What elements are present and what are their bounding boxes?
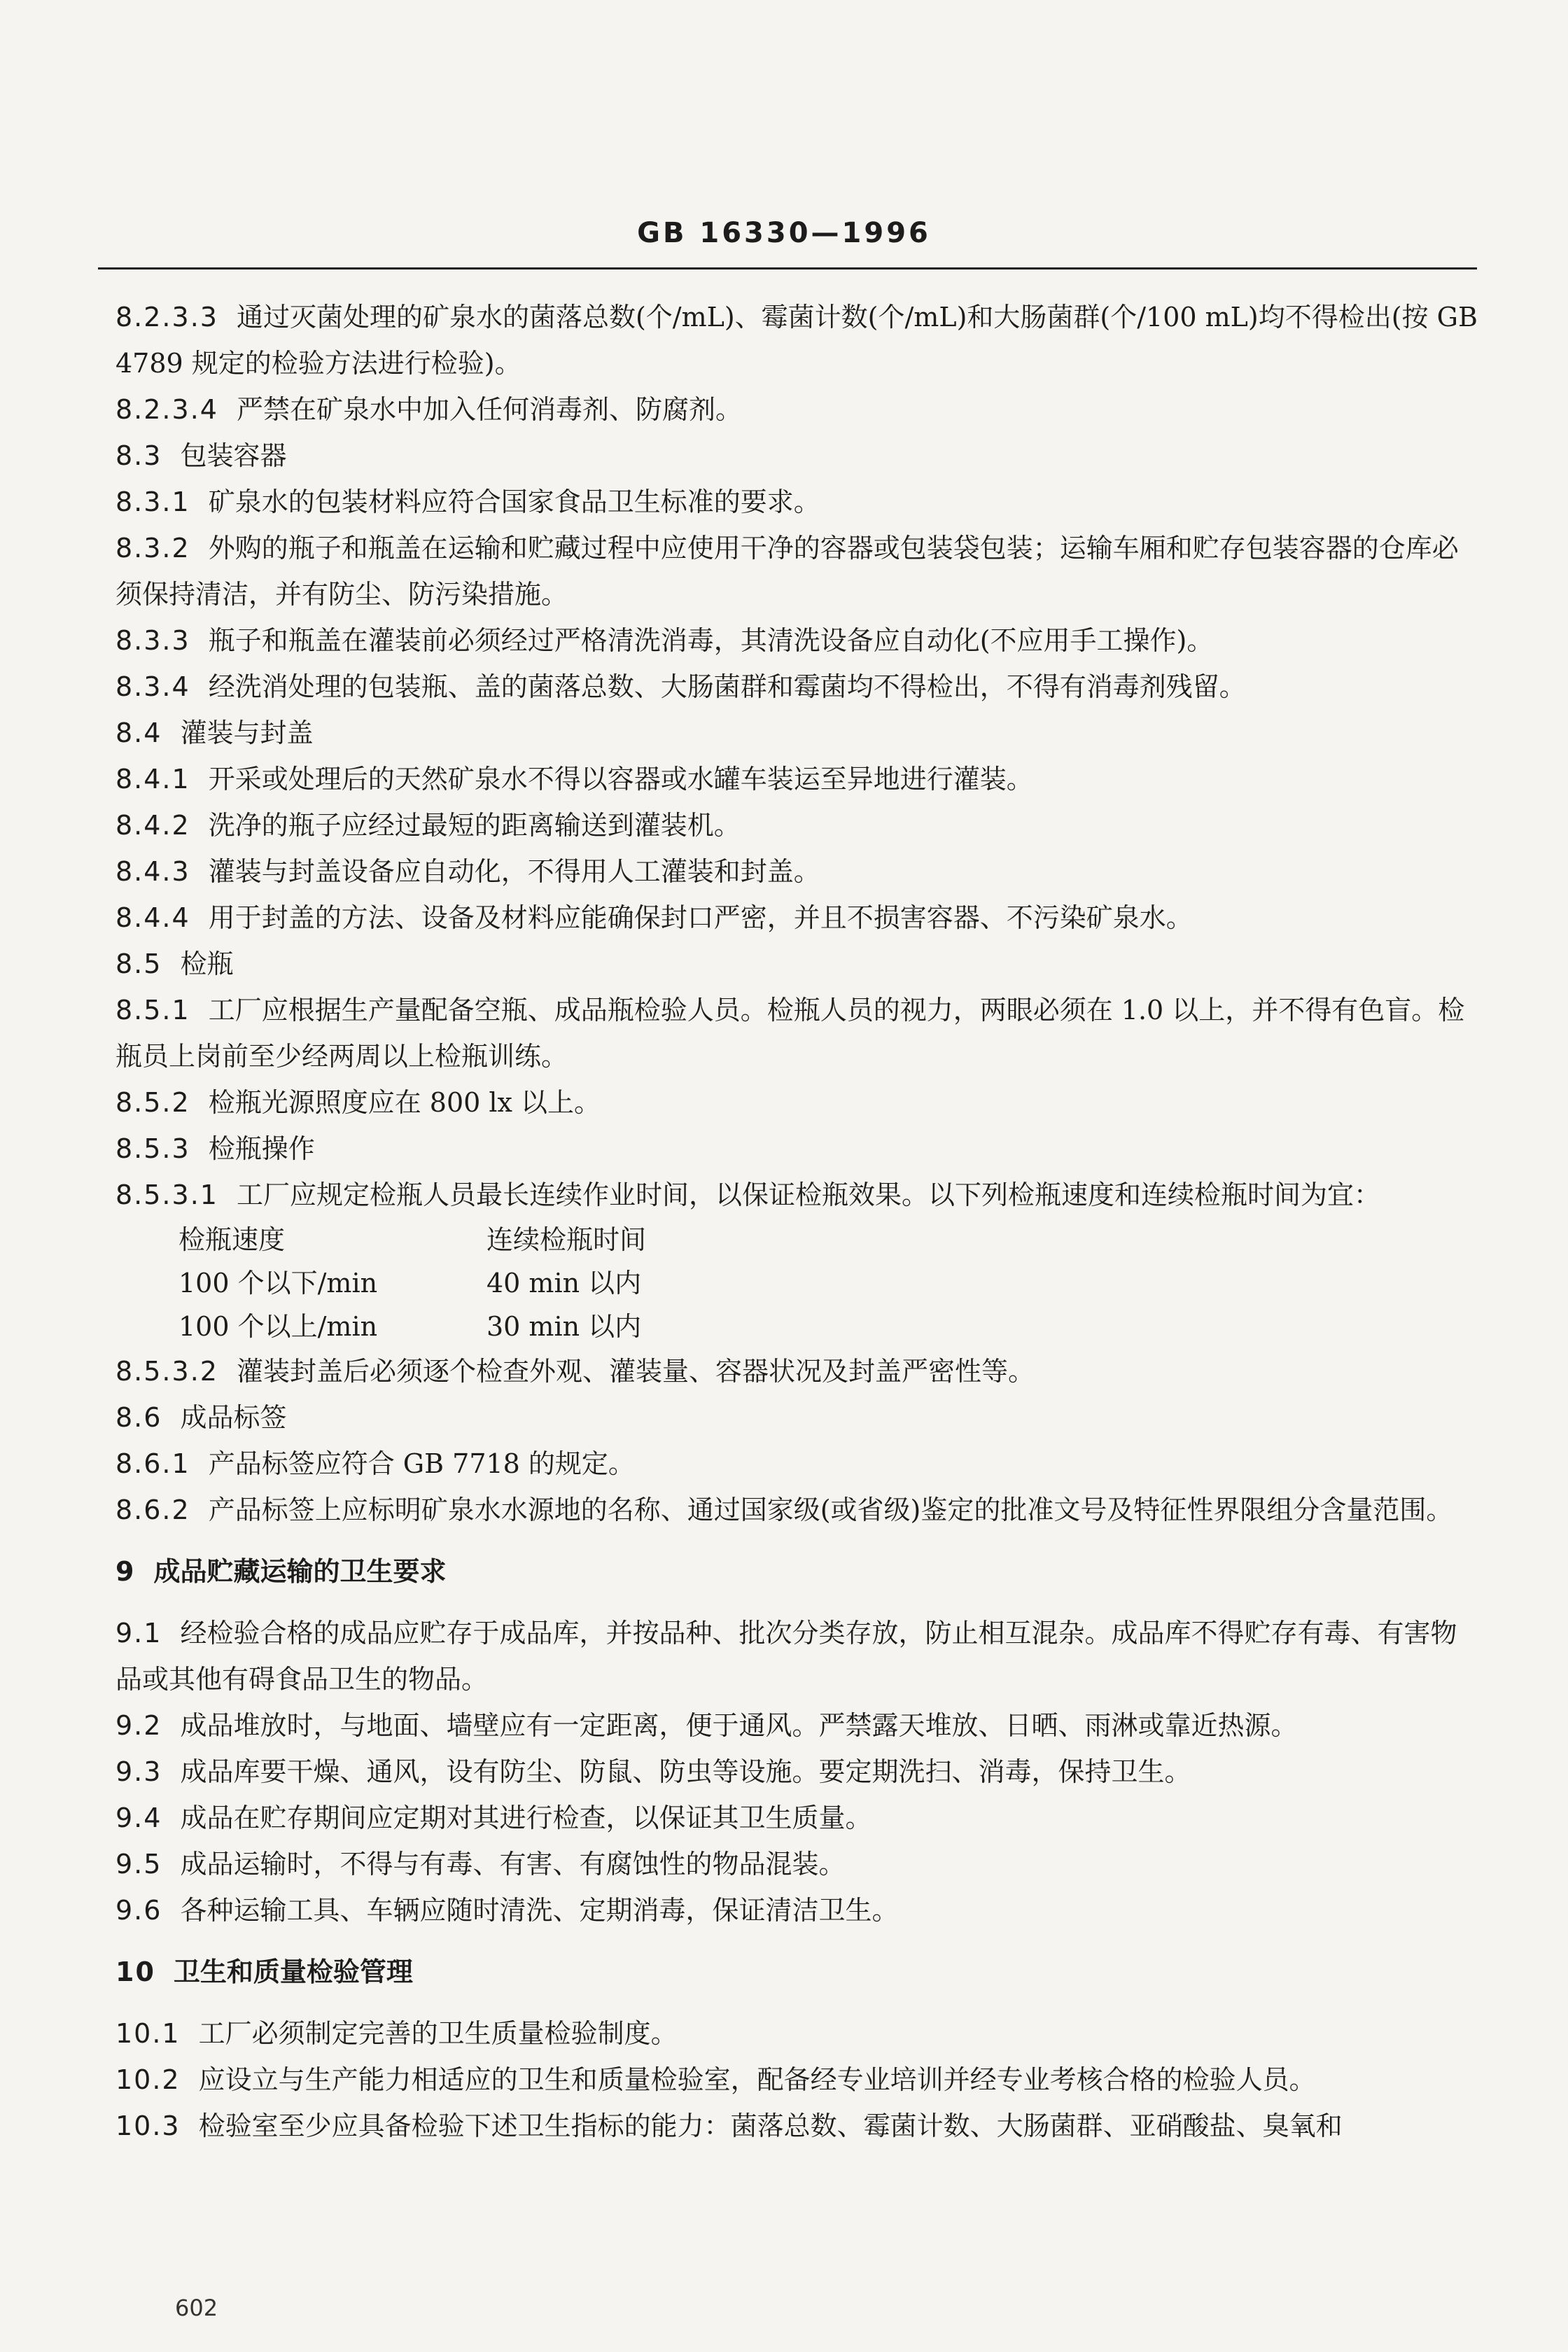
clause-text: 检瓶光源照度应在 800 lx 以上。: [208, 1087, 601, 1118]
clause-paragraph: [115, 987, 1480, 1079]
clause-number: 8.2.3.3: [115, 302, 218, 332]
clause-paragraph: [115, 525, 1480, 617]
clause-number: 8.4.4: [115, 902, 190, 933]
clause-text: 通过灭菌处理的矿泉水的菌落总数(个/mL)、霉菌计数(个/mL)和大肠菌群(个/100 mL)均不得检出(按 GB 4789 规定的检验方法进行检验)。: [115, 302, 1478, 379]
table-head-duration: 连续检瓶时间: [486, 1224, 647, 1255]
clause-paragraph: [115, 941, 1480, 987]
clause-number: 8.3.2: [115, 533, 190, 564]
clause-paragraph: [115, 1394, 1480, 1441]
clause-paragraph: [115, 1126, 1480, 1172]
clauses-section-10: [115, 2010, 1480, 2149]
clause-text: 灌装封盖后必须逐个检查外观、灌装量、容器状况及封盖严密性等。: [236, 1356, 1035, 1387]
clause-number: 8.6.1: [115, 1448, 190, 1479]
clause-paragraph: [115, 1702, 1480, 1749]
clause-text: 外购的瓶子和瓶盖在运输和贮藏过程中应使用干净的容器或包装袋包装；运输车厢和贮存包装容器的仓库必须保持清洁，并有防尘、防污染措施。: [115, 533, 1459, 610]
section-9-heading: [115, 1548, 1480, 1595]
clause-text: 成品库要干燥、通风，设有防尘、防鼠、防虫等设施。要定期洗扫、消毒，保持卫生。: [180, 1756, 1191, 1787]
clause-paragraph: [115, 664, 1480, 710]
clause-number: 8.4: [115, 718, 162, 748]
clause-paragraph: [115, 1172, 1480, 1218]
clause-text: 成品堆放时，与地面、墙壁应有一定距离，便于通风。严禁露天堆放、日晒、雨淋或靠近热源。: [180, 1710, 1298, 1741]
clause-number: 9.1: [115, 1618, 162, 1648]
clause-text: 洗净的瓶子应经过最短的距离输送到灌装机。: [208, 810, 741, 841]
clauses-section-9: [115, 1610, 1480, 1933]
table-cell-duration: 40 min 以内: [486, 1268, 642, 1298]
clause-number: 8.3: [115, 440, 162, 471]
clause-text: 开采或处理后的天然矿泉水不得以容器或水罐车装运至异地进行灌装。: [208, 764, 1033, 794]
clause-paragraph: [115, 2010, 1480, 2057]
clause-number: 10.2: [115, 2064, 181, 2095]
clause-paragraph: [115, 1610, 1480, 1702]
clause-number: 9.3: [115, 1756, 162, 1787]
clauses-section-8-continued: [115, 1348, 1480, 1533]
table-cell-duration: 30 min 以内: [486, 1311, 642, 1342]
clause-text: 灌装与封盖设备应自动化，不得用人工灌装和封盖。: [208, 856, 820, 887]
clause-paragraph: [115, 386, 1480, 433]
clause-paragraph: [115, 895, 1480, 941]
inspection-speed-table: [178, 1218, 1480, 1348]
clause-number: 8.5.1: [115, 995, 190, 1026]
clause-text: 成品标签: [180, 1402, 287, 1433]
clause-text: 检验室至少应具备检验下述卫生指标的能力：菌落总数、霉菌计数、大肠菌群、亚硝酸盐、臭氧和: [198, 2110, 1343, 2141]
clauses-section-8: [115, 294, 1480, 1218]
clause-paragraph: [115, 1841, 1480, 1887]
section-title: 成品贮藏运输的卫生要求: [153, 1556, 447, 1587]
section-title: 卫生和质量检验管理: [173, 1956, 413, 1987]
clause-paragraph: [115, 1749, 1480, 1795]
clause-text: 矿泉水的包装材料应符合国家食品卫生标准的要求。: [208, 486, 820, 517]
clause-paragraph: [115, 1441, 1480, 1487]
clause-number: 8.3.3: [115, 625, 190, 656]
clause-number: 8.5.3: [115, 1133, 190, 1164]
clause-text: 经洗消处理的包装瓶、盖的菌落总数、大肠菌群和霉菌均不得检出，不得有消毒剂残留。: [208, 671, 1246, 702]
clause-number: 8.5.3.1: [115, 1180, 218, 1210]
clause-number: 8.4.2: [115, 810, 190, 841]
page-header: GB 16330—1996: [637, 217, 931, 249]
clause-paragraph: [115, 802, 1480, 848]
clause-paragraph: [115, 710, 1480, 756]
clause-number: 10.1: [115, 2018, 181, 2049]
clause-text: 严禁在矿泉水中加入任何消毒剂、防腐剂。: [236, 394, 742, 425]
document-body: [115, 294, 1480, 2149]
clause-text: 应设立与生产能力相适应的卫生和质量检验室，配备经专业培训并经专业考核合格的检验人员。: [198, 2064, 1316, 2095]
clause-paragraph: [115, 1887, 1480, 1933]
clause-paragraph: [115, 848, 1480, 895]
clause-text: 成品在贮存期间应定期对其进行检查，以保证其卫生质量。: [180, 1802, 872, 1833]
table-header-row: [178, 1218, 1480, 1261]
table-row: [178, 1261, 1480, 1305]
clause-number: 8.4.1: [115, 764, 190, 794]
clause-number: 10.3: [115, 2110, 181, 2141]
clause-text: 用于封盖的方法、设备及材料应能确保封口严密，并且不损害容器、不污染矿泉水。: [208, 902, 1193, 933]
clause-number: 8.5.2: [115, 1087, 190, 1118]
clause-number: 8.5.3.2: [115, 1356, 218, 1387]
clause-paragraph: [115, 433, 1480, 479]
clause-text: 经检验合格的成品应贮存于成品库，并按品种、批次分类存放，防止相互混杂。成品库不得贮存有毒、有害物品或其他有碍食品卫生的物品。: [115, 1618, 1457, 1695]
clause-text: 瓶子和瓶盖在灌装前必须经过严格清洗消毒，其清洗设备应自动化(不应用手工操作)。: [208, 625, 1214, 656]
clause-paragraph: [115, 2057, 1480, 2103]
table-head-speed: 检瓶速度: [178, 1224, 286, 1255]
clause-number: 8.3.1: [115, 486, 190, 517]
clause-paragraph: [115, 2103, 1480, 2149]
clause-paragraph: [115, 294, 1480, 386]
clause-paragraph: [115, 1795, 1480, 1841]
table-cell-speed: 100 个以下/min: [178, 1268, 378, 1298]
clause-number: 8.6.2: [115, 1494, 190, 1525]
clause-number: 8.2.3.4: [115, 394, 218, 425]
clause-number: 8.5: [115, 948, 162, 979]
clause-number: 9.4: [115, 1802, 162, 1833]
header-rule: [98, 267, 1477, 270]
clause-paragraph: [115, 1079, 1480, 1126]
clause-paragraph: [115, 479, 1480, 525]
clause-text: 成品运输时，不得与有毒、有害、有腐蚀性的物品混装。: [180, 1849, 846, 1879]
clause-paragraph: [115, 756, 1480, 802]
clause-text: 产品标签上应标明矿泉水水源地的名称、通过国家级(或省级)鉴定的批准文号及特征性界限组分含量范围。: [208, 1494, 1453, 1525]
clause-paragraph: [115, 1487, 1480, 1533]
section-number: 10: [115, 1956, 155, 1987]
clause-number: 8.6: [115, 1402, 162, 1433]
table-row: [178, 1305, 1480, 1348]
clause-number: 8.3.4: [115, 671, 190, 702]
clause-text: 工厂应根据生产量配备空瓶、成品瓶检验人员。检瓶人员的视力，两眼必须在 1.0 以上，并不得有色盲。检瓶员上岗前至少经两周以上检瓶训练。: [115, 995, 1465, 1072]
clause-text: 检瓶: [180, 948, 234, 979]
clause-number: 9.2: [115, 1710, 162, 1741]
section-10-heading: [115, 1949, 1480, 1995]
clause-text: 工厂应规定检瓶人员最长连续作业时间，以保证检瓶效果。以下列检瓶速度和连续检瓶时间为宜：: [236, 1180, 1380, 1210]
clause-paragraph: [115, 617, 1480, 664]
section-number: 9: [115, 1556, 136, 1587]
clause-text: 产品标签应符合 GB 7718 的规定。: [208, 1448, 635, 1479]
clause-number: 9.5: [115, 1849, 162, 1879]
clause-text: 各种运输工具、车辆应随时清洗、定期消毒，保证清洁卫生。: [180, 1895, 899, 1926]
page-number: 602: [175, 2295, 218, 2321]
table-cell-speed: 100 个以上/min: [178, 1311, 378, 1342]
clause-number: 9.6: [115, 1895, 162, 1926]
clause-paragraph: [115, 1348, 1480, 1394]
clause-number: 8.4.3: [115, 856, 190, 887]
clause-text: 灌装与封盖: [180, 718, 314, 748]
clause-text: 检瓶操作: [208, 1133, 315, 1164]
clause-text: 包装容器: [180, 440, 287, 471]
clause-text: 工厂必须制定完善的卫生质量检验制度。: [198, 2018, 678, 2049]
